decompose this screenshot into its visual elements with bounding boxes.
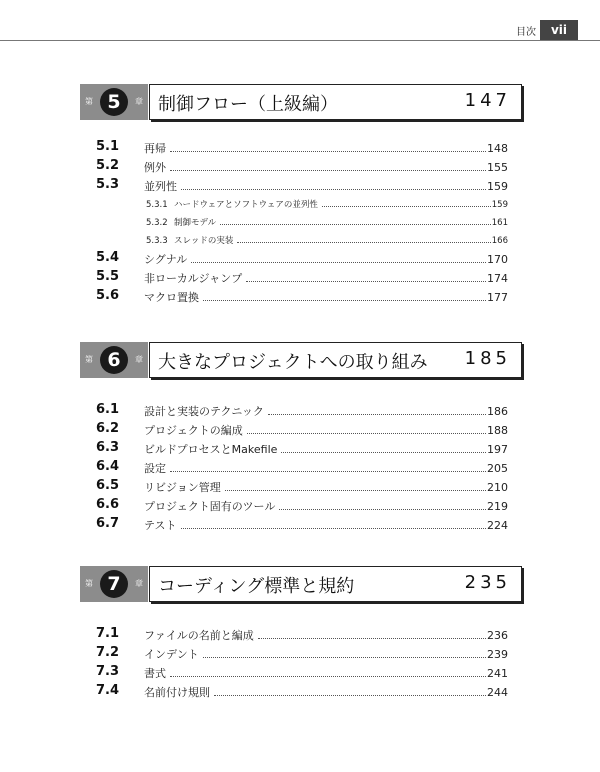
toc-entry[interactable] xyxy=(80,514,522,533)
section-number: 6.7 xyxy=(96,516,120,531)
section-number: 6.2 xyxy=(96,421,120,436)
toc-list xyxy=(80,137,522,305)
section-page: 188 xyxy=(487,424,508,437)
toc-entry[interactable] xyxy=(80,495,522,514)
chapter-suffix: 章 xyxy=(135,579,143,588)
section-page: 205 xyxy=(487,462,508,475)
dot-leader xyxy=(170,151,486,152)
dot-leader xyxy=(203,657,486,658)
section-page: 219 xyxy=(487,500,508,513)
subsection-page: 161 xyxy=(491,218,508,228)
dot-leader xyxy=(268,414,486,415)
chapter-heading xyxy=(80,342,522,378)
chapter-title-box xyxy=(149,566,522,602)
section-page: 148 xyxy=(487,142,508,155)
toc-list xyxy=(80,400,522,533)
chapter-prefix: 第 xyxy=(85,579,93,588)
section-number: 5.6 xyxy=(96,288,120,303)
header-section-label: 目次 xyxy=(516,27,536,38)
section-title: 設計と実装のテクニック xyxy=(144,405,264,418)
chapter-page: 185 xyxy=(464,348,511,369)
toc-entry[interactable] xyxy=(80,643,522,662)
subsection-number: 5.3.1 xyxy=(146,200,168,210)
dot-leader xyxy=(191,262,486,263)
chapter-page: 147 xyxy=(464,90,511,111)
chapter-title: 大きなプロジェクトへの取り組み xyxy=(158,352,428,373)
toc-entry[interactable] xyxy=(80,662,522,681)
chapter-badge xyxy=(80,84,148,120)
toc-entry[interactable] xyxy=(80,137,522,156)
section-number: 5.4 xyxy=(96,250,120,265)
chapter-prefix: 第 xyxy=(85,355,93,364)
section-title: ファイルの名前と編成 xyxy=(144,629,254,642)
chapter-5 xyxy=(80,84,522,305)
dot-leader xyxy=(225,490,486,491)
chapter-heading xyxy=(80,84,522,120)
section-number: 6.6 xyxy=(96,497,120,512)
toc-entry[interactable] xyxy=(80,248,522,267)
header-rule xyxy=(0,40,600,41)
dot-leader xyxy=(170,170,486,171)
toc-entry[interactable] xyxy=(80,175,522,194)
section-page: 186 xyxy=(487,405,508,418)
chapter-title: コーディング標準と規約 xyxy=(158,576,355,597)
section-title: インデント xyxy=(144,648,199,661)
section-page: 224 xyxy=(487,519,508,532)
dot-leader xyxy=(181,528,486,529)
section-page: 159 xyxy=(487,180,508,193)
chapter-badge xyxy=(80,566,148,602)
toc-subentry[interactable] xyxy=(80,194,522,212)
subsection-title: 制御モデル xyxy=(174,218,217,228)
section-page: 241 xyxy=(487,667,508,680)
chapter-title-box xyxy=(149,342,522,378)
section-page: 174 xyxy=(487,272,508,285)
section-title: 名前付け規則 xyxy=(144,686,210,699)
section-title: 書式 xyxy=(144,667,166,680)
chapter-7 xyxy=(80,566,522,700)
section-page: 197 xyxy=(487,443,508,456)
toc-entry[interactable] xyxy=(80,624,522,643)
chapter-6 xyxy=(80,342,522,533)
toc-entry[interactable] xyxy=(80,286,522,305)
section-page: 170 xyxy=(487,253,508,266)
header-page-number: vii xyxy=(540,20,578,40)
chapter-number: 7 xyxy=(100,570,128,598)
chapter-suffix: 章 xyxy=(135,355,143,364)
toc-entry[interactable] xyxy=(80,419,522,438)
subsection-page: 166 xyxy=(491,236,508,246)
dot-leader xyxy=(170,471,486,472)
section-page: 236 xyxy=(487,629,508,642)
toc-entry[interactable] xyxy=(80,476,522,495)
section-title: 並列性 xyxy=(144,180,177,193)
subsection-number: 5.3.2 xyxy=(146,218,168,228)
dot-leader xyxy=(246,281,486,282)
section-page: 210 xyxy=(487,481,508,494)
section-number: 6.1 xyxy=(96,402,120,417)
section-number: 7.1 xyxy=(96,626,120,641)
dot-leader xyxy=(237,242,490,243)
section-title: マクロ置換 xyxy=(144,291,199,304)
toc-entry[interactable] xyxy=(80,156,522,175)
toc-entry[interactable] xyxy=(80,438,522,457)
toc-list xyxy=(80,624,522,700)
dot-leader xyxy=(247,433,486,434)
dot-leader xyxy=(281,452,486,453)
chapter-title-box xyxy=(149,84,522,120)
dot-leader xyxy=(181,189,486,190)
section-number: 6.5 xyxy=(96,478,120,493)
section-title: 例外 xyxy=(144,161,166,174)
chapter-title: 制御フロー（上級編） xyxy=(158,94,338,115)
chapter-page: 235 xyxy=(464,572,511,593)
section-number: 6.3 xyxy=(96,440,120,455)
subsection-number: 5.3.3 xyxy=(146,236,168,246)
chapter-prefix: 第 xyxy=(85,97,93,106)
toc-subentry[interactable] xyxy=(80,212,522,230)
dot-leader xyxy=(322,206,491,207)
section-title: プロジェクト固有のツール xyxy=(144,500,276,513)
dot-leader xyxy=(220,224,491,225)
section-title: ビルドプロセスとMakefile xyxy=(144,443,278,456)
section-title: 再帰 xyxy=(144,142,166,155)
chapter-number: 5 xyxy=(100,88,128,116)
chapter-badge xyxy=(80,342,148,378)
section-number: 7.3 xyxy=(96,664,120,679)
section-number: 5.2 xyxy=(96,158,120,173)
toc-entry[interactable] xyxy=(80,457,522,476)
subsection-title: スレッドの実装 xyxy=(174,236,234,246)
dot-leader xyxy=(214,695,486,696)
chapter-number: 6 xyxy=(100,346,128,374)
section-number: 5.5 xyxy=(96,269,120,284)
section-title: リビジョン管理 xyxy=(144,481,221,494)
section-title: 設定 xyxy=(144,462,166,475)
section-number: 7.4 xyxy=(96,683,120,698)
dot-leader xyxy=(203,300,486,301)
section-title: 非ローカルジャンプ xyxy=(144,272,243,285)
dot-leader xyxy=(170,676,486,677)
section-title: テスト xyxy=(144,519,177,532)
toc-subentry[interactable] xyxy=(80,230,522,248)
chapter-suffix: 章 xyxy=(135,97,143,106)
toc-entry[interactable] xyxy=(80,267,522,286)
section-title: シグナル xyxy=(144,253,188,266)
dot-leader xyxy=(258,638,486,639)
section-number: 5.3 xyxy=(96,177,120,192)
section-page: 177 xyxy=(487,291,508,304)
toc-entry[interactable] xyxy=(80,681,522,700)
chapter-heading xyxy=(80,566,522,602)
section-page: 155 xyxy=(487,161,508,174)
section-page: 244 xyxy=(487,686,508,699)
subsection-title: ハードウェアとソフトウェアの並列性 xyxy=(174,200,318,210)
dot-leader xyxy=(279,509,486,510)
section-number: 6.4 xyxy=(96,459,120,474)
section-page: 239 xyxy=(487,648,508,661)
section-number: 5.1 xyxy=(96,139,120,154)
section-title: プロジェクトの編成 xyxy=(144,424,243,437)
subsection-page: 159 xyxy=(491,200,508,210)
section-number: 7.2 xyxy=(96,645,120,660)
toc-entry[interactable] xyxy=(80,400,522,419)
